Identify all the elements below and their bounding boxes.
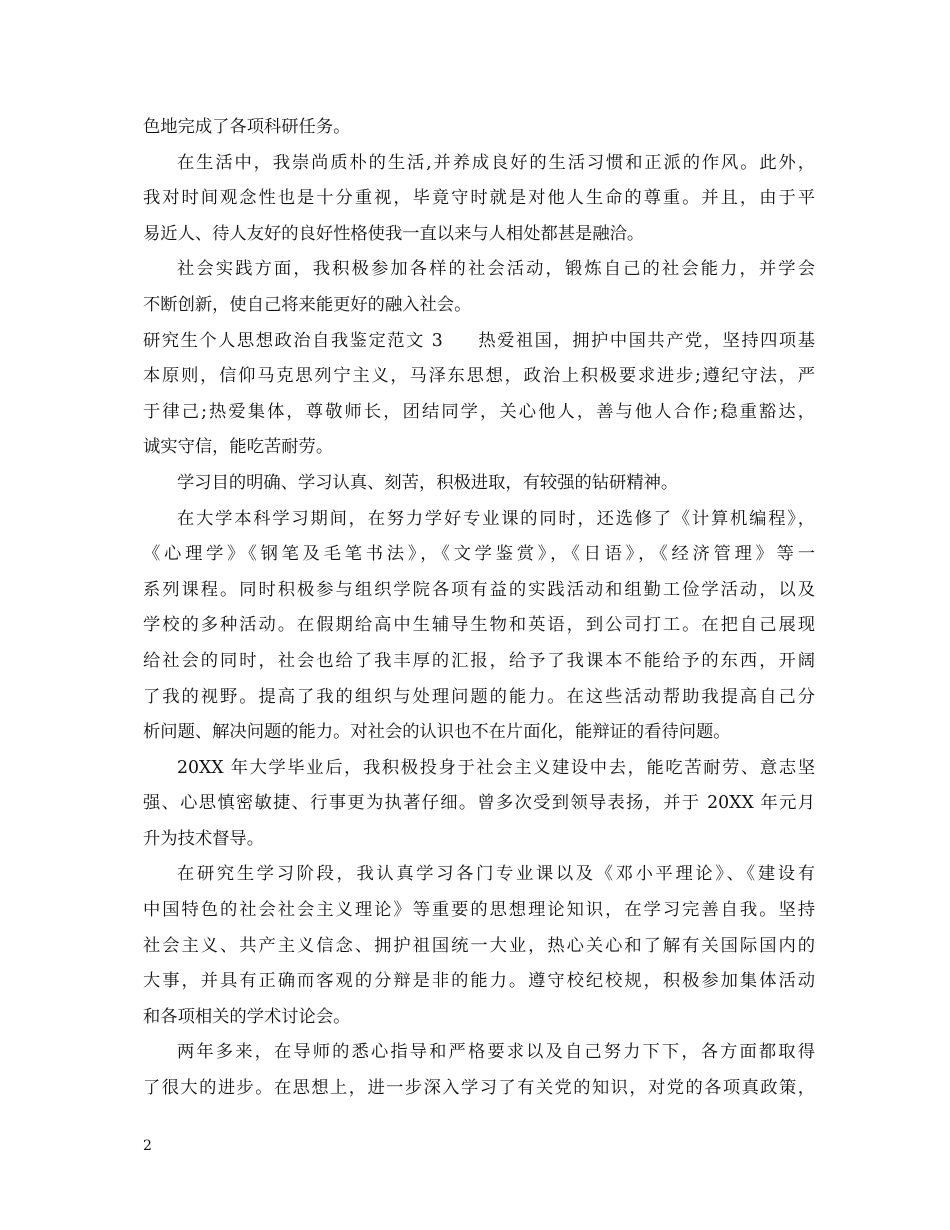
page-number: 2 [143, 1138, 152, 1154]
paragraph-group-before-heading [143, 110, 815, 324]
text-line: 两年多来，在导师的悉心指导和严格要求以及自己努力下下，各方面都取得 [177, 1042, 815, 1063]
section-first-line-text: 热爱祖国，拥护中国共产党，坚持四项基 [476, 330, 815, 351]
text-line: 强、心思慎密敏捷、行事更为执著仔细。曾多次受到领导表扬，并于 20XX 年元月 [143, 793, 815, 814]
section-heading-line [143, 324, 815, 360]
text-line: 于律己;热爱集体，尊敬师长，团结同学，关心他人，善与他人合作;稳重豁达， [143, 401, 815, 422]
text-line: 了我的视野。提高了我的组织与处理问题的能力。在这些活动帮助我提高自己分 [143, 686, 815, 707]
text-line: 大事，并具有正确而客观的分辩是非的能力。遵守校纪校规，积极参加集体活动 [143, 971, 815, 992]
text-line: 析问题、解决问题的能力。对社会的认识也不在片面化，能辩证的看待问题。 [143, 722, 731, 743]
text-line: 色地完成了各项科研任务。 [143, 117, 351, 137]
section-heading: 研究生个人思想政治自我鉴定范文 3 [143, 330, 443, 351]
text-line: 系列课程。同时积极参与组织学院各项有益的实践活动和组勤工俭学活动，以及 [143, 579, 815, 600]
paragraph-group-after-heading [143, 359, 815, 1106]
text-line: 20XX 年大学毕业后，我积极投身于社会主义建设中去，能吃苦耐劳、意志坚 [177, 757, 815, 778]
text-line: 《心理学》《钢笔及毛笔书法》，《文学鉴赏》，《日语》，《经济管理》等一 [143, 544, 815, 565]
text-line: 易近人、待人友好的良好性格使我一直以来与人相处都甚是融洽。 [143, 223, 645, 244]
text-line: 社会实践方面，我积极参加各样的社会活动，锻炼自己的社会能力，并学会 [177, 259, 815, 280]
text-line: 升为技术督导。 [143, 828, 264, 849]
text-line: 学校的多种活动。在假期给高中生辅导生物和英语，到公司打工。在把自己展现 [143, 615, 815, 636]
text-line: 在生活中，我崇尚质朴的生活,并养成良好的生活习惯和正派的作风。此外， [177, 152, 815, 173]
text-line: 我对时间观念性也是十分重视，毕竟守时就是对他人生命的尊重。并且，由于平 [143, 188, 815, 209]
text-line: 学习目的明确、学习认真、刻苦，积极进取，有较强的钻研精神。 [177, 472, 679, 493]
text-line: 不断创新，使自己将来能更好的融入社会。 [143, 294, 472, 315]
text-line: 在研究生学习阶段，我认真学习各门专业课以及《邓小平理论》、《建设有 [177, 864, 815, 885]
text-line: 和各项相关的学术讨论会。 [143, 1006, 351, 1027]
text-line: 了很大的进步。在思想上，进一步深入学习了有关党的知识，对党的各项真政策， [143, 1078, 815, 1099]
text-line: 在大学本科学习期间，在努力学好专业课的同时，还选修了《计算机编程》， [177, 508, 815, 529]
document-body [143, 110, 815, 1107]
text-line: 中国特色的社会社会主义理论》等重要的思想理论知识，在学习完善自我。坚持 [143, 900, 815, 921]
text-line: 社会主义、共产主义信念、拥护祖国统一大业，热心关心和了解有关国际国内的 [143, 935, 815, 956]
text-line: 本原则，信仰马克思列宁主义，马泽东思想，政治上积极要求进步;遵纪守法，严 [143, 366, 815, 387]
text-line: 给社会的同时，社会也给了我丰厚的汇报，给予了我课本不能给予的东西，开阔 [143, 650, 815, 671]
text-line: 诚实守信，能吃苦耐劳。 [143, 437, 334, 458]
